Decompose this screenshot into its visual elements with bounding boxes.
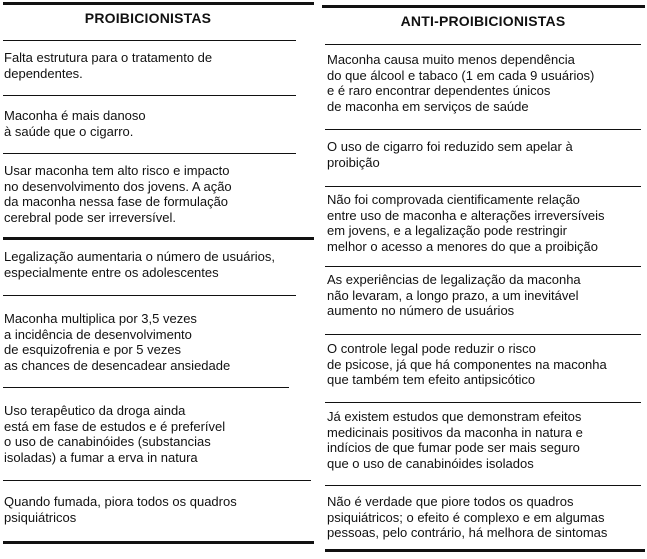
argument-item: Não foi comprovada cientificamente relação entre uso de maconha e alterações irreversíveis em jovens, e a legalização pode restringir melhor o acesso a menores do que a proibição — [327, 192, 605, 254]
divider — [3, 95, 296, 96]
argument-item: Quando fumada, piora todos os quadros psiquiátricos — [4, 494, 237, 525]
divider — [325, 402, 641, 403]
argument-item: Uso terapêutico da droga ainda está em fase de estudos e é preferível o uso de canabinóides (substancias isoladas) a fumar a erva in natura — [4, 403, 226, 465]
argument-item: Não é verdade que piore todos os quadros psiquiátricos; o efeito é complexo e em algumas pessoas, pelo contrário, há melhora de sintomas — [327, 494, 608, 540]
divider-thick — [3, 237, 314, 240]
argument-item: Usar maconha tem alto risco e impacto no desenvolvimento dos jovens. A ação da maconha nessa fase de formulação cerebral pode ser irreversível. — [4, 163, 232, 225]
divider — [3, 387, 289, 388]
argument-item: Maconha é mais danoso à saúde que o cigarro. — [4, 108, 146, 139]
divider — [325, 485, 641, 486]
divider — [3, 295, 296, 296]
argument-item: Legalização aumentaria o número de usuários, especialmente entre os adolescentes — [4, 249, 276, 280]
divider-thick — [322, 5, 645, 8]
argument-item: Maconha causa muito menos dependência do que álcool e tabaco (1 em cada 9 usuários) e é raro encontrar dependentes únicos de maconha em serviços de saúde — [327, 52, 595, 114]
column-title: PROIBICIONISTAS — [84, 10, 212, 26]
divider-thick — [3, 2, 314, 5]
divider-thick — [3, 541, 314, 544]
divider — [3, 40, 296, 41]
divider — [325, 186, 641, 187]
argument-item: As experiências de legalização da maconha não levaram, a longo prazo, a um inevitável aumento no número de usuários — [327, 272, 581, 318]
divider — [325, 334, 641, 335]
argument-item: O controle legal pode reduzir o risco de psicose, já que há componentes na maconha que também tem efeito antipsicótico — [327, 341, 607, 387]
argument-item: Falta estrutura para o tratamento de dependentes. — [4, 50, 213, 81]
column-title: ANTI-PROIBICIONISTAS — [400, 13, 566, 29]
argument-item: O uso de cigarro foi reduzido sem apelar à proibição — [327, 139, 573, 170]
argument-item: Maconha multiplica por 3,5 vezes a incidência de desenvolvimento de esquizofrenia e por 5 vezes as chances de desencadear ansiedade — [4, 311, 231, 373]
argument-item: Já existem estudos que demonstram efeitos medicinais positivos da maconha in natura e indícios de que fumar pode ser mais seguro que o uso de canabinóides isolados — [327, 409, 583, 471]
divider — [325, 44, 641, 45]
divider — [3, 480, 311, 481]
divider — [325, 129, 641, 130]
divider — [3, 153, 296, 154]
divider — [325, 266, 641, 267]
divider-thick — [325, 549, 645, 552]
